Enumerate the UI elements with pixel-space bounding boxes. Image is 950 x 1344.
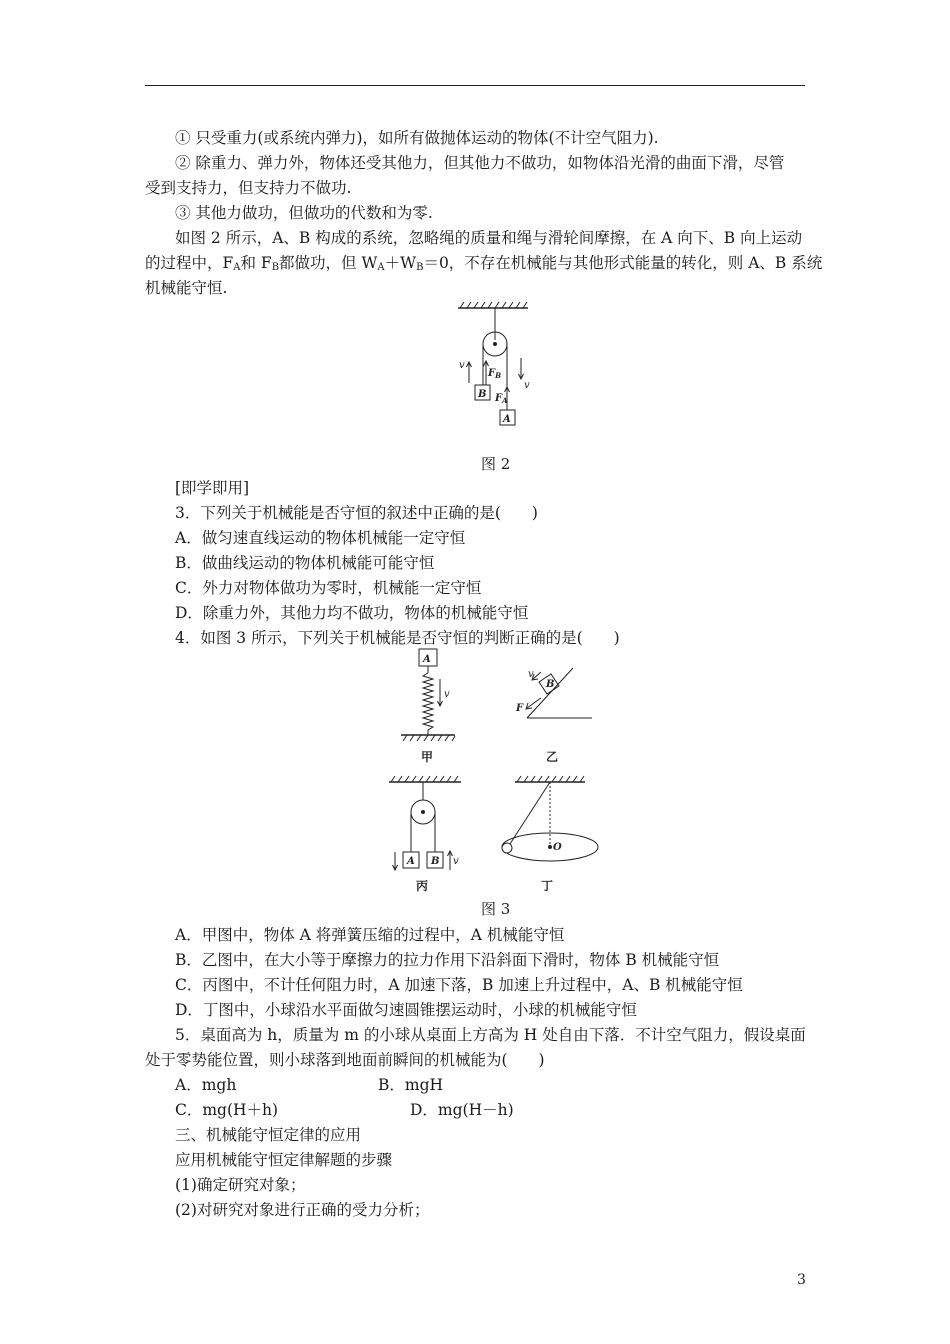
q5-option-c: C．mg(H＋h) — [175, 1101, 279, 1119]
fig2-label-box-b: B — [478, 389, 487, 400]
jia-label: 甲 — [421, 750, 434, 764]
section-3-step-1: (1)确定研究对象； — [175, 1176, 306, 1194]
q3-stem: 3．下列关于机械能是否守恒的叙述中正确的是( ) — [175, 504, 538, 522]
yi-box-b: B — [546, 679, 555, 690]
fig2-explanation-end: 机械能守恒. — [145, 279, 228, 297]
fig2-caption: 图 2 — [481, 455, 511, 473]
jia-box-a: A — [423, 654, 431, 665]
fig2-label-fa: $F_A$ — [495, 393, 508, 405]
section-tag: [即学即用] — [175, 479, 250, 497]
fig2-label-v-left: v — [459, 360, 465, 371]
q3-option-a: A．做匀速直线运动的物体机械能一定守恒 — [175, 529, 466, 547]
bing-label: 丙 — [416, 879, 429, 893]
yi-f: F — [516, 703, 524, 714]
header-rule — [145, 85, 805, 86]
yi-label: 乙 — [546, 750, 559, 764]
fig2-label-box-a: A — [503, 414, 511, 425]
q5-option-b: B．mgH — [378, 1076, 444, 1094]
section-3-title: 三、机械能守恒定律的应用 — [175, 1126, 362, 1144]
ding-o: O — [553, 842, 562, 853]
q5-stem: 5．桌面高为 h，质量为 m 的小球从桌面上方高为 H 处自由下落．不计空气阻力，假设桌面 — [175, 1026, 806, 1044]
ding-label: 丁 — [541, 879, 554, 893]
bing-v: v — [453, 856, 459, 867]
fig2-label-fb: $F_B$ — [488, 368, 502, 380]
q3-option-d: D．除重力外，其他力均不做功，物体的机械能守恒 — [175, 604, 529, 622]
q5-option-d: D．mg(H－h) — [410, 1101, 514, 1119]
q5-stem-cont: 处于零势能位置，则小球落到地面前瞬间的机械能为( ) — [145, 1051, 545, 1069]
q4-option-c: C．丙图中，不计任何阻力时，A 加速下落，B 加速上升过程中，A、B 机械能守恒 — [175, 976, 743, 994]
condition-2: ② 除重力、弹力外，物体还受其他力，但其他力不做功，如物体沿光滑的曲面下滑，尽管 — [175, 154, 785, 172]
figure-3-bing-pulley — [383, 772, 468, 897]
q3-option-c: C．外力对物体做功为零时，机械能一定守恒 — [175, 579, 482, 597]
page-number: 3 — [797, 1272, 806, 1288]
condition-2-cont: 受到支持力，但支持力不做功. — [145, 179, 352, 197]
section-3-subtitle: 应用机械能守恒定律解题的步骤 — [175, 1151, 393, 1169]
q5-option-a: A．mgh — [175, 1076, 237, 1094]
fig2-explanation: 如图 2 所示，A、B 构成的系统，忽略绳的质量和绳与滑轮间摩擦，在 A 向下、B 向上运动 — [175, 229, 803, 247]
jia-v: v — [444, 689, 450, 700]
fig2-explanation-cont: 的过程中，$F_A$和 $F_B$都做功，但 $W_A+W_B=0$，不存在机械能与其他形式能量的转化，则 A、B 系统 — [145, 254, 823, 273]
q3-option-b: B．做曲线运动的物体机械能可能守恒 — [175, 554, 435, 572]
q4-stem: 4．如图 3 所示，下列关于机械能是否守恒的判断正确的是( ) — [175, 629, 620, 647]
figure-2-pulley — [440, 300, 550, 435]
fig2-label-v-right: v — [524, 380, 530, 391]
figure-3-ding-conical-pendulum — [495, 772, 615, 897]
bing-box-b: B — [431, 856, 440, 867]
q4-option-a: A．甲图中，物体 A 将弹簧压缩的过程中，A 机械能守恒 — [175, 926, 565, 944]
condition-3: ③ 其他力做功，但做功的代数和为零. — [175, 204, 433, 222]
yi-v: v — [528, 669, 534, 680]
bing-box-a: A — [407, 856, 415, 867]
figure-3-jia-spring — [395, 645, 465, 770]
q4-option-b: B．乙图中，在大小等于摩擦力的拉力作用下沿斜面下滑时，物体 B 机械能守恒 — [175, 951, 720, 969]
section-3-step-2: (2)对研究对象进行正确的受力分析； — [175, 1201, 430, 1219]
figure-3-yi-incline — [505, 660, 600, 770]
condition-1: ① 只受重力(或系统内弹力)，如所有做抛体运动的物体(不计空气阻力). — [175, 129, 659, 147]
q4-option-d: D．丁图中，小球沿水平面做匀速圆锥摆运动时，小球的机械能守恒 — [175, 1001, 637, 1019]
fig3-caption: 图 3 — [481, 900, 511, 918]
